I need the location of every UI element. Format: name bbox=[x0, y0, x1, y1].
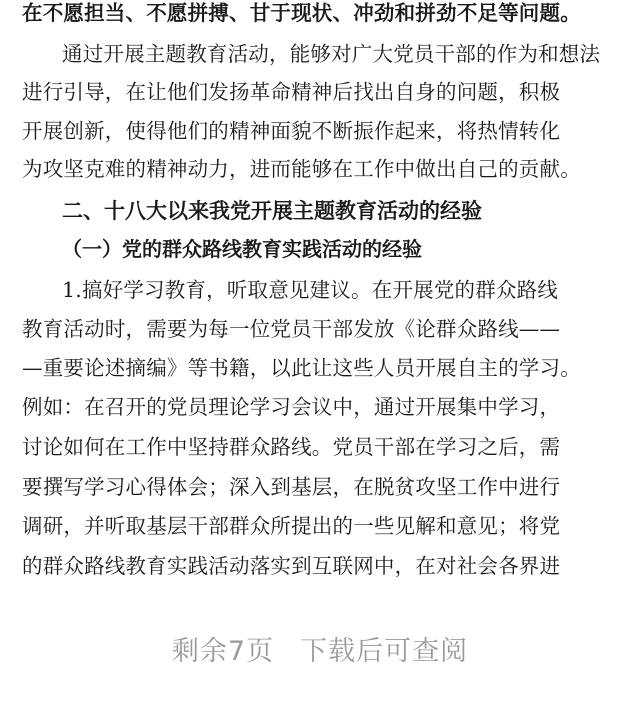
paragraph-line: 例如：在召开的党员理论学习会议中，通过开展集中学习， bbox=[22, 395, 561, 419]
download-to-view-text: 下载后可查阅 bbox=[300, 636, 469, 667]
subsection-heading: （一）党的群众路线教育实践活动的经验 bbox=[62, 237, 422, 261]
paragraph-line: —重要论述摘编》等书籍，以此让这些人员开展自主的学习。 bbox=[22, 356, 581, 380]
paragraph-line: 通过开展主题教育活动，能够对广大党员干部的作为和想法 bbox=[62, 42, 601, 66]
section-heading: 二、十八大以来我党开展主题教育活动的经验 bbox=[62, 198, 482, 223]
paragraph-line: 进行引导，在让他们发扬革命精神后找出自身的问题，积极 bbox=[22, 80, 561, 104]
paragraph-line: 的群众路线教育实践活动落实到互联网中，在对社会各界进 bbox=[22, 554, 561, 578]
paragraph-line: 1.搞好学习教育，听取意见建议。在开展党的群众路线 bbox=[62, 278, 559, 302]
paragraph-line: 开展创新，使得他们的精神面貌不断振作起来，将热情转化 bbox=[22, 119, 561, 143]
paragraph-line: 为攻坚克难的精神动力，进而能够在工作中做出自己的贡献。 bbox=[22, 157, 581, 181]
paragraph-line: 在不愿担当、不愿拼搏、甘于现状、冲劲和拼劲不足等问题。 bbox=[22, 1, 581, 25]
remaining-pages-text: 剩余7页 bbox=[171, 636, 275, 667]
paragraph-line: 教育活动时，需要为每一位党员干部发放《论群众路线—— bbox=[22, 317, 561, 341]
download-prompt[interactable] bbox=[0, 629, 640, 668]
paragraph-line: 调研，并听取基层干部群众所提出的一些见解和意见；将党 bbox=[22, 514, 561, 538]
paragraph-line: 要撰写学习心得体会；深入到基层，在脱贫攻坚工作中进行 bbox=[22, 475, 561, 499]
paragraph-line: 讨论如何在工作中坚持群众路线。党员干部在学习之后，需 bbox=[22, 435, 561, 459]
